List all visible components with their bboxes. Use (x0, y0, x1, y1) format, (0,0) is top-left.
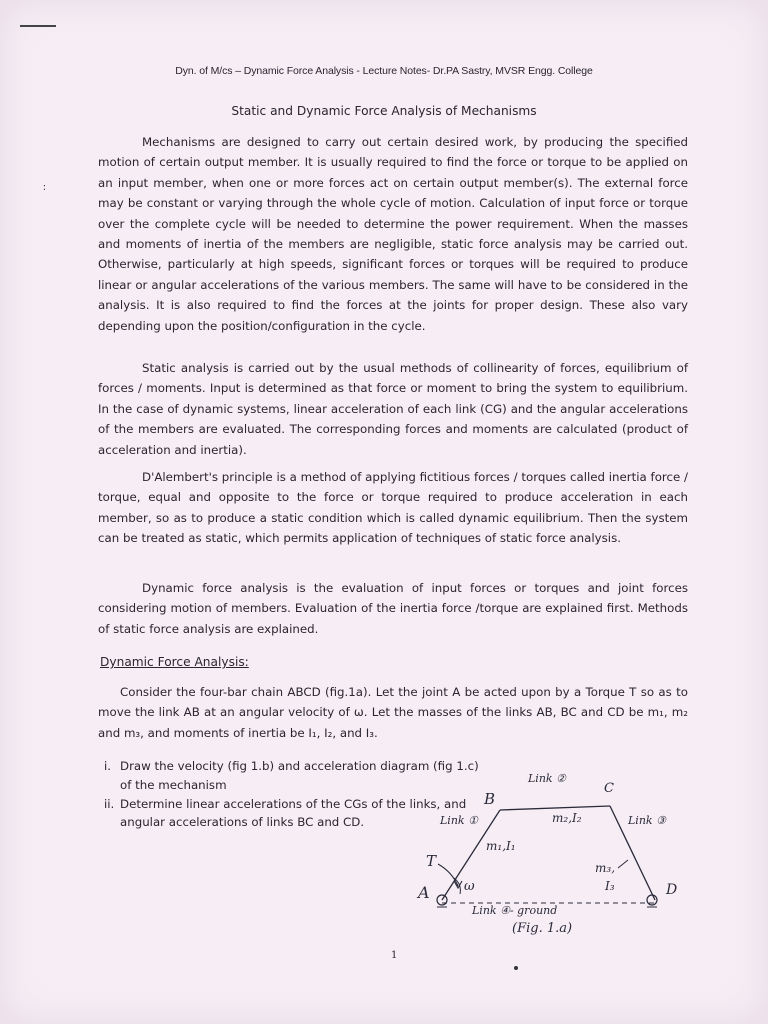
list-item: ii. Determine linear accelerations of the CGs of the links, and angular accelerations of links BC and CD. (104, 796, 467, 830)
page-number: 1 (391, 950, 398, 961)
label-i3: I₃ (605, 879, 615, 893)
margin-dot-mark-icon: ∶ (43, 183, 46, 194)
label-joint-a: A (418, 883, 430, 902)
label-m3: m₃, (595, 861, 616, 875)
paragraph-intro: Mechanisms are designed to carry out certain desired work, by producing the specified motion of certain output member. It is usually required to find the force or torque to be applied on an input member, when one or more forces act on certain output member(s). The external force may be constant or varying through the whole cycle of motion. Calculation of input force or torque over the complete cycle will be needed to determine the power requirement. When the masses and moments of inertia of the members are negligible, static force analysis may be carried out. Otherwise, particularly at high speeds, significant forces or torques will be required to produce linear or angular accelerations of the various members. The same will have to be considered in the analysis. It is also required to find the forces at the joints for proper design. These also vary depending upon the position/configuration in the cycle. (98, 135, 688, 333)
pen-dash-mark-icon (20, 25, 56, 27)
list-item: i. Draw the velocity (fig 1.b) and acceleration diagram (fig 1.c) of the mechanism (104, 759, 479, 792)
paragraph-dynamic: Dynamic force analysis is the evaluation of input forces or torques and joint forces considering motion of members. Evaluation of the inertia force /torque are explained first. Methods of static force analysis are explained. (98, 581, 688, 636)
label-joint-d: D (666, 882, 678, 898)
four-bar-chain-figure (400, 760, 720, 950)
label-omega: ω (464, 879, 475, 894)
paragraph-fourbar: Consider the four-bar chain ABCD (fig.1a). Let the joint A be acted upon by a Torque T so as to move the link AB at an angular velocity of ω. Let the masses of the links AB, BC and CD be m₁, m₂ and m₃, and moments of inertia be I₁, I₂, and I₃. (98, 685, 688, 740)
label-m1: m₁,I₁ (486, 839, 516, 853)
label-m2: m₂,I₂ (552, 811, 582, 825)
label-torque: T (426, 852, 437, 870)
section-heading: Dynamic Force Analysis: (100, 655, 249, 669)
page-title: Static and Dynamic Force Analysis of Mechanisms (231, 104, 537, 118)
paragraph-dalembert: D'Alembert's principle is a method of applying fictitious forces / torques called inertia force / torque, equal and opposite to the force or torque required to produce acceleration in each member, so as to produce a static condition which is called dynamic equilibrium. Then the system can be treated as static, which permits application of techniques of static force analysis. (98, 470, 688, 546)
cg-arrow-icon (618, 860, 628, 868)
label-joint-c: C (604, 781, 614, 796)
ink-dot-mark-icon (514, 966, 518, 970)
label-joint-b: B (484, 790, 496, 808)
label-link3: Link ③ (628, 814, 666, 827)
running-header: Dyn. of M/cs – Dynamic Force Analysis - Lecture Notes- Dr.PA Sastry, MVSR Engg. College (175, 65, 593, 77)
label-link1: Link ① (440, 814, 478, 827)
label-link2: Link ② (528, 772, 566, 785)
figure-caption: (Fig. 1.a) (512, 921, 573, 936)
link-bc (500, 806, 610, 810)
paragraph-static: Static analysis is carried out by the usual methods of collinearity of forces, equilibrium of forces / moments. Input is determined as that force or moment to bring the system to equilibrium. In the case of dynamic systems, linear acceleration of each link (CG) and the angular accelerations of the members are evaluated. The corresponding forces and moments are calculated (product of acceleration and inertia). (98, 361, 688, 457)
label-ground: Link ④- ground (472, 904, 558, 917)
